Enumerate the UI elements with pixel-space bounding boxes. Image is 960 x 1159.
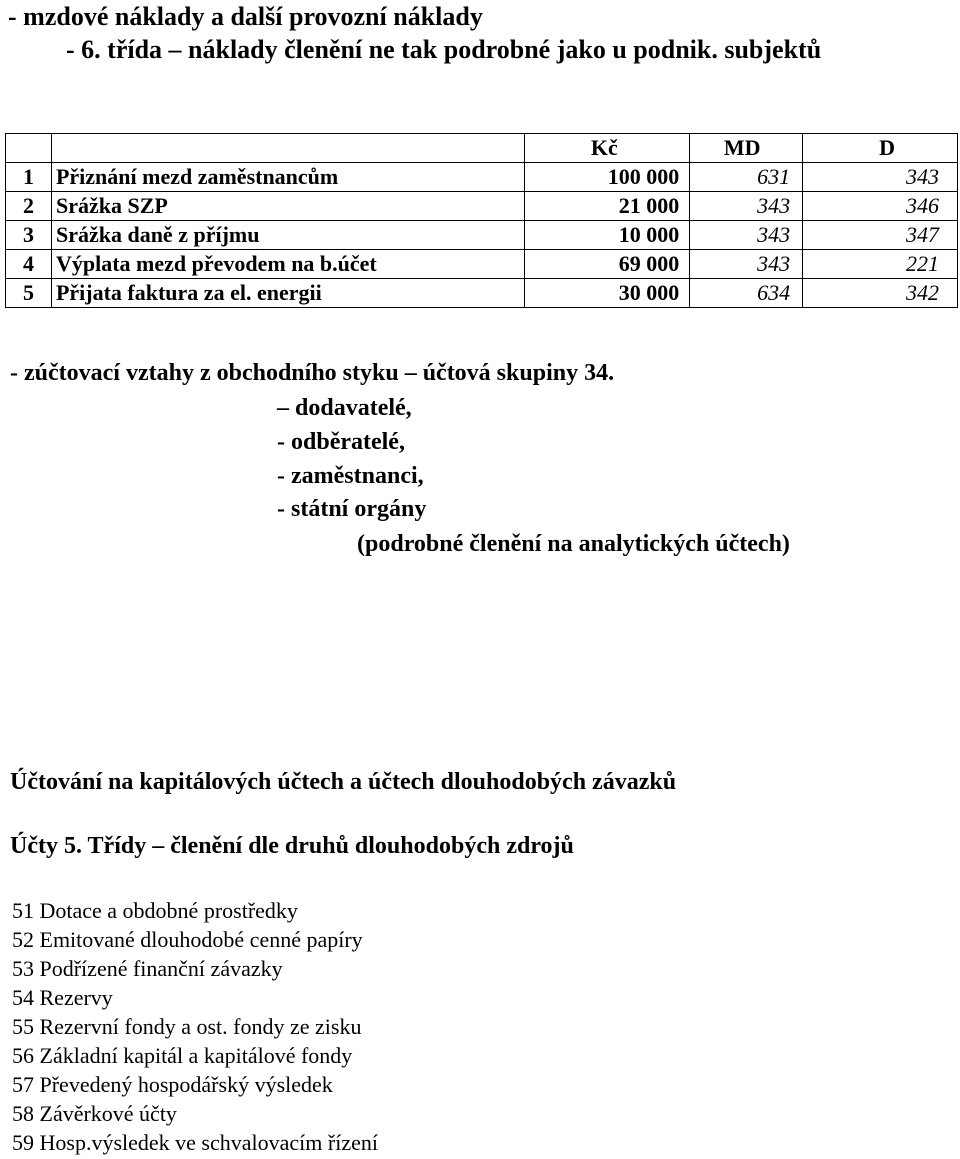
settlement-item: - odběratelé,	[277, 429, 405, 455]
row-desc: Přijata faktura za el. energii	[51, 279, 524, 308]
header-desc	[51, 134, 524, 163]
row-kc: 10 000	[525, 221, 690, 250]
row-kc: 100 000	[525, 163, 690, 192]
table-header-row	[6, 134, 958, 163]
row-md: 343	[690, 221, 803, 250]
row-kc: 30 000	[525, 279, 690, 308]
row-d: 343	[803, 163, 958, 192]
row-md: 634	[690, 279, 803, 308]
account-list-item: 57 Převedený hospodářský výsledek	[12, 1072, 333, 1097]
payroll-table	[5, 133, 958, 308]
settlement-item: – dodavatelé,	[277, 395, 412, 421]
row-desc: Srážka SZP	[51, 192, 524, 221]
table-row	[6, 221, 958, 250]
account-list-item: 54 Rezervy	[12, 985, 113, 1010]
row-desc: Výplata mezd převodem na b.účet	[51, 250, 524, 279]
row-num: 5	[6, 279, 52, 308]
table-row	[6, 250, 958, 279]
account-list-item: 51 Dotace a obdobné prostředky	[12, 898, 298, 923]
row-desc: Přiznání mezd zaměstnancům	[51, 163, 524, 192]
row-d: 221	[803, 250, 958, 279]
row-kc: 21 000	[525, 192, 690, 221]
row-num: 2	[6, 192, 52, 221]
capital-subheading: Účty 5. Třídy – členění dle druhů dlouhodobých zdrojů	[10, 833, 574, 859]
account-list-item: 52 Emitované dlouhodobé cenné papíry	[12, 927, 363, 952]
settlement-title: - zúčtovací vztahy z obchodního styku – účtová skupiny 34.	[10, 360, 615, 386]
table-row	[6, 192, 958, 221]
row-d: 342	[803, 279, 958, 308]
table-row	[6, 163, 958, 192]
row-num: 4	[6, 250, 52, 279]
row-desc: Srážka daně z příjmu	[51, 221, 524, 250]
settlement-item: - státní orgány	[277, 496, 427, 522]
account-list-item: 53 Podřízené finanční závazky	[12, 956, 283, 981]
row-md: 343	[690, 250, 803, 279]
account-list-item: 55 Rezervní fondy a ost. fondy ze zisku	[12, 1014, 362, 1039]
header-kc: Kč	[525, 134, 690, 163]
capital-heading: Účtování na kapitálových účtech a účtech dlouhodobých závazků	[10, 769, 677, 795]
row-num: 1	[6, 163, 52, 192]
row-kc: 69 000	[525, 250, 690, 279]
account-list-item: 56 Základní kapitál a kapitálové fondy	[12, 1043, 353, 1068]
row-md: 343	[690, 192, 803, 221]
header-d: D	[803, 134, 958, 163]
intro-line-1: - mzdové náklady a další provozní náklady	[8, 2, 483, 31]
row-d: 346	[803, 192, 958, 221]
header-num	[6, 134, 52, 163]
row-md: 631	[690, 163, 803, 192]
account-list-item: 58 Závěrkové účty	[12, 1101, 177, 1126]
row-num: 3	[6, 221, 52, 250]
settlement-item: - zaměstnanci,	[277, 463, 424, 489]
settlement-note: (podrobné členění na analytických účtech)	[357, 531, 790, 557]
intro-line-2: - 6. třída – náklady členění ne tak podrobné jako u podnik. subjektů	[66, 35, 822, 64]
account-list-item: 59 Hosp.výsledek ve schvalovacím řízení	[12, 1130, 378, 1155]
header-md: MD	[690, 134, 803, 163]
table-row	[6, 279, 958, 308]
row-d: 347	[803, 221, 958, 250]
